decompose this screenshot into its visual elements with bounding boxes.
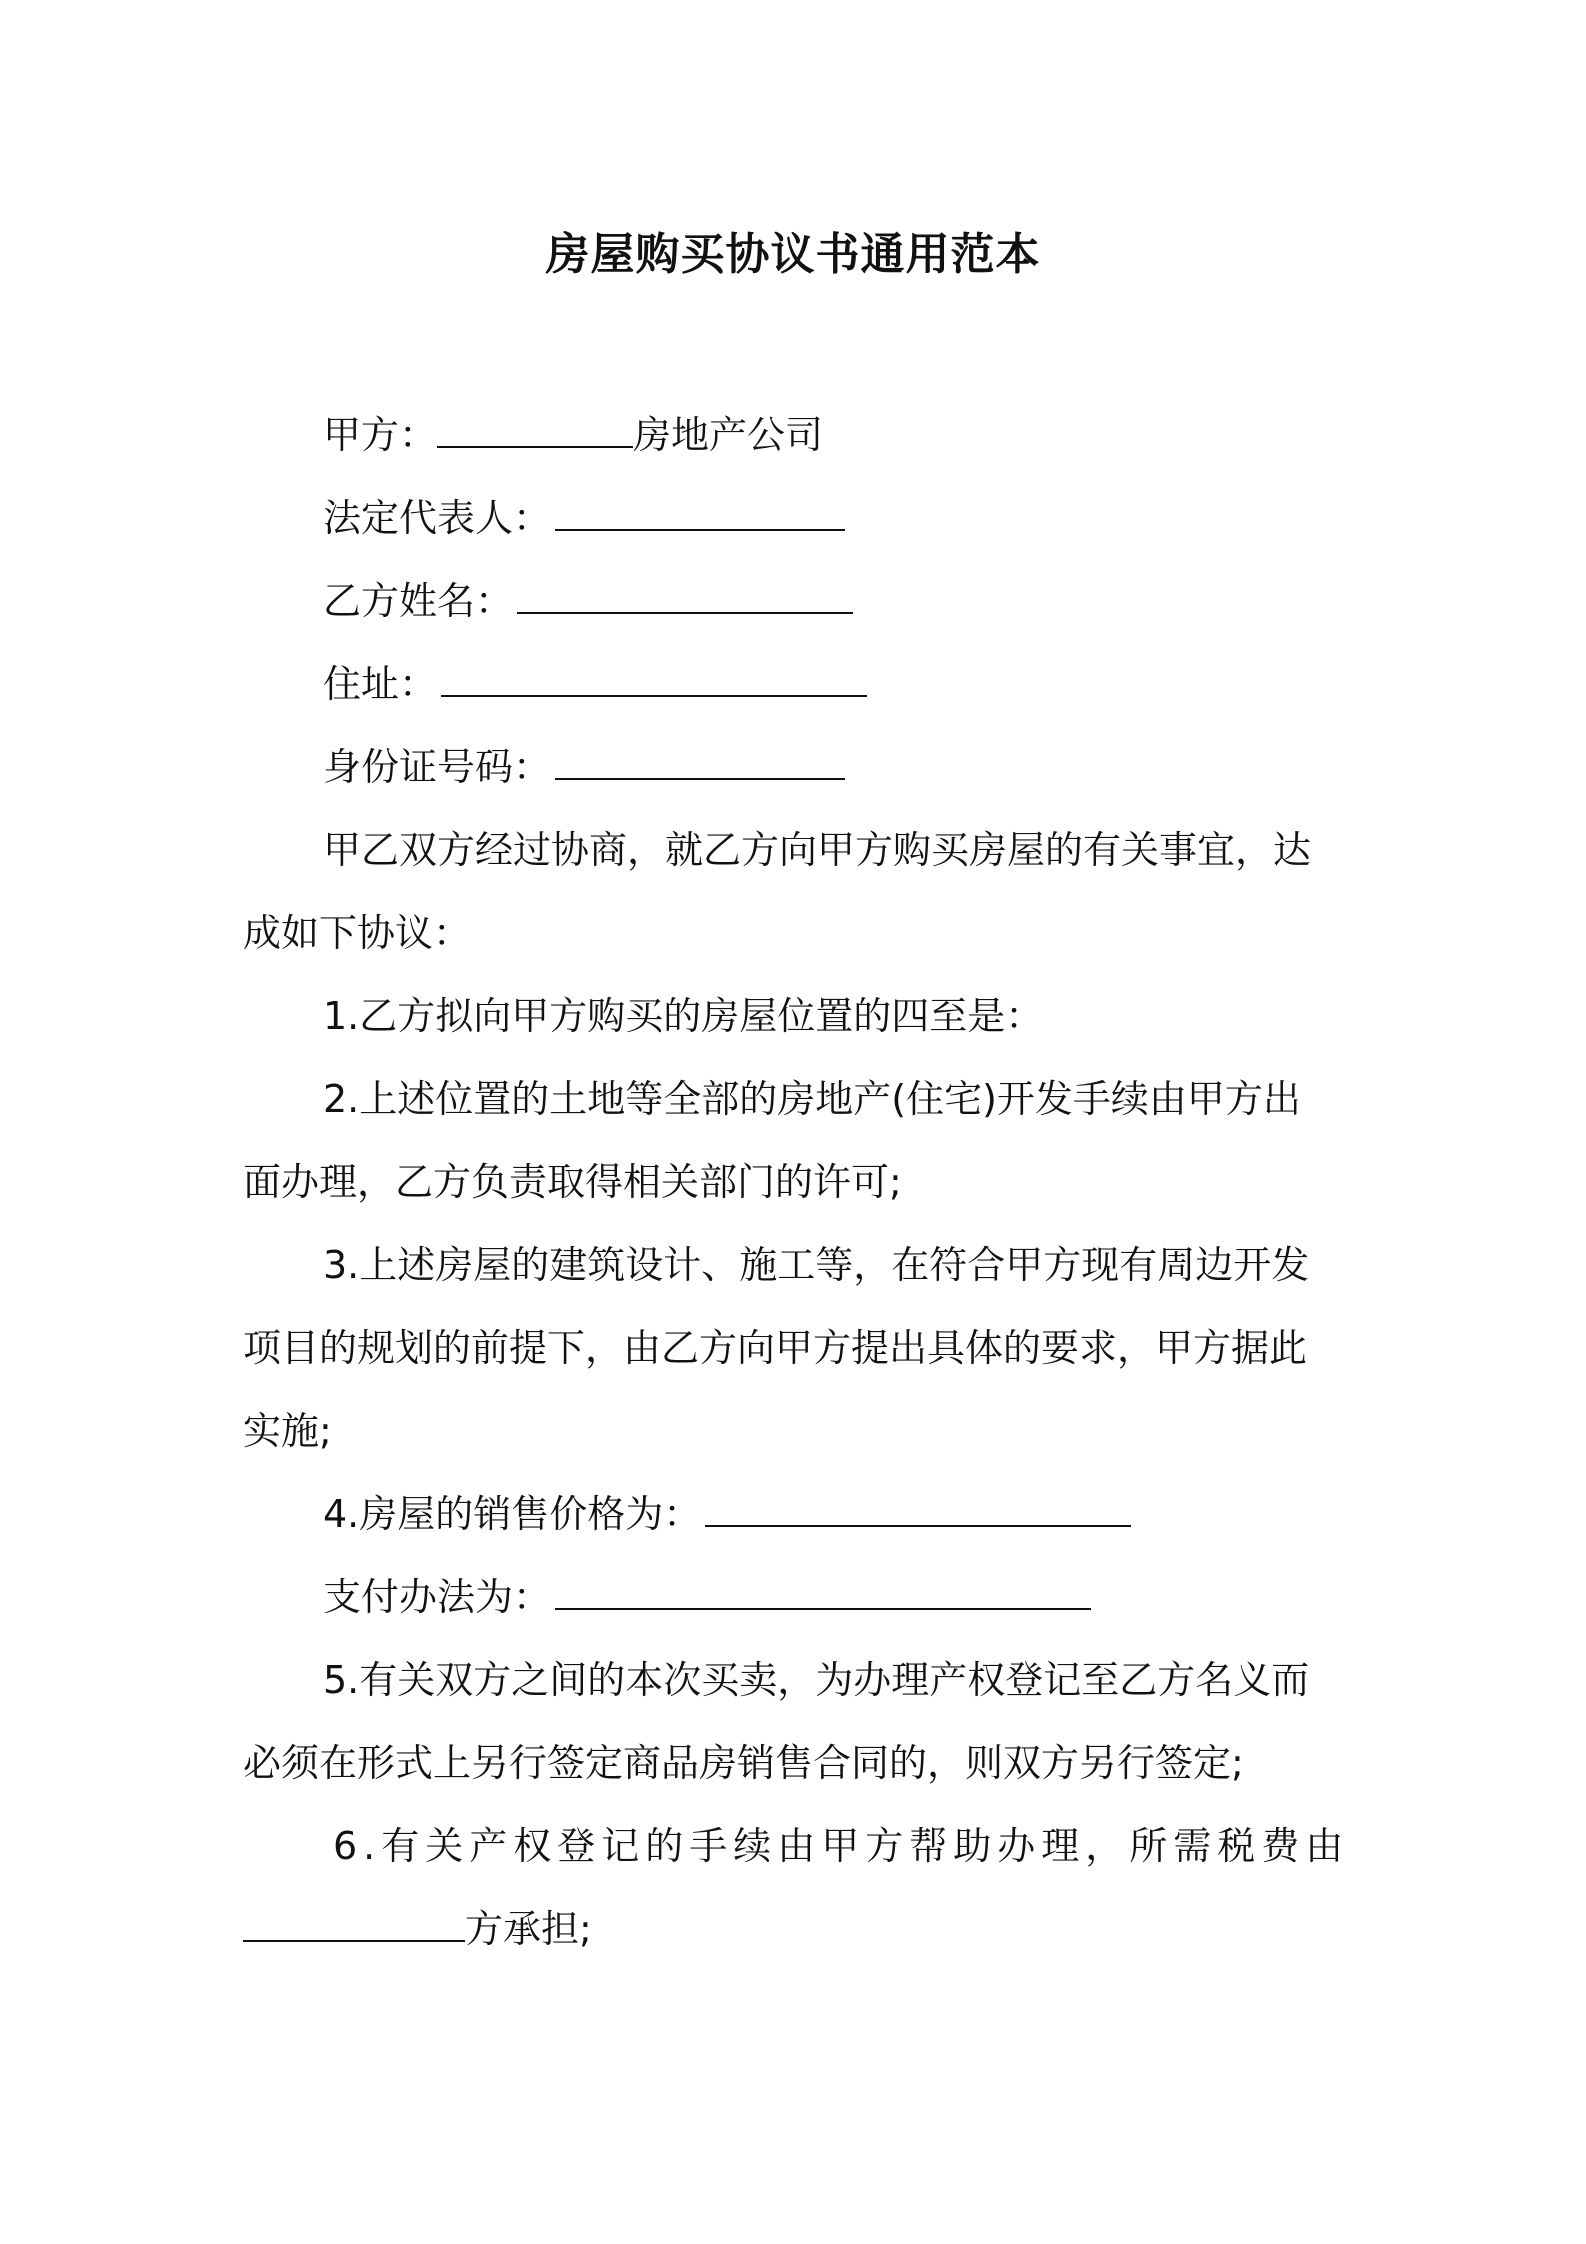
intro-line-1: 甲乙双方经过协商，就乙方向甲方购买房屋的有关事宜，达 bbox=[323, 828, 1312, 872]
clause-6-line-2 bbox=[243, 1904, 592, 1954]
clause-4-line bbox=[323, 1489, 1131, 1539]
payment-blank bbox=[555, 1574, 1091, 1610]
clause-3-line-2: 项目的规划的前提下，由乙方向甲方提出具体的要求，甲方据此 bbox=[243, 1326, 1308, 1370]
id-number-blank bbox=[555, 744, 845, 780]
clause-6-line-1: 6.有关产权登记的手续由甲方帮助办理，所需税费由 bbox=[333, 1824, 1350, 1868]
address-blank bbox=[441, 661, 867, 697]
party-b-name-blank bbox=[517, 578, 853, 614]
legal-rep-blank bbox=[555, 495, 845, 531]
party-b-name-line bbox=[323, 576, 853, 626]
payment-label: 支付办法为： bbox=[323, 1575, 552, 1619]
party-a-blank bbox=[437, 412, 633, 448]
payment-line bbox=[323, 1572, 1091, 1622]
address-line bbox=[323, 659, 867, 709]
tax-party-blank bbox=[243, 1906, 465, 1942]
clause-2-line-1: 2.上述位置的土地等全部的房地产(住宅)开发手续由甲方出 bbox=[323, 1077, 1301, 1121]
clause-5-line-1: 5.有关双方之间的本次买卖，为办理产权登记至乙方名义而 bbox=[323, 1658, 1310, 1702]
clause-3-line-3: 实施; bbox=[243, 1409, 332, 1453]
price-blank bbox=[705, 1491, 1131, 1527]
clause-1: 1.乙方拟向甲方购买的房屋位置的四至是： bbox=[323, 994, 1044, 1038]
legal-rep-line bbox=[323, 493, 845, 543]
clause-6-suffix: 方承担; bbox=[465, 1907, 592, 1951]
clause-4-label: 4.房屋的销售价格为： bbox=[323, 1492, 702, 1536]
party-b-name-label: 乙方姓名： bbox=[323, 579, 514, 623]
clause-3-line-1: 3.上述房屋的建筑设计、施工等，在符合甲方现有周边开发 bbox=[323, 1243, 1310, 1287]
document-title: 房屋购买协议书通用范本 bbox=[545, 229, 1041, 280]
party-a-suffix: 房地产公司 bbox=[633, 413, 824, 457]
party-a-label: 甲方： bbox=[323, 413, 438, 457]
id-number-line bbox=[323, 742, 845, 792]
id-number-label: 身份证号码： bbox=[323, 745, 552, 789]
party-a-line bbox=[323, 410, 823, 460]
legal-rep-label: 法定代表人： bbox=[323, 496, 552, 540]
address-label: 住址： bbox=[323, 662, 438, 706]
clause-2-line-2: 面办理，乙方负责取得相关部门的许可; bbox=[243, 1160, 902, 1204]
intro-line-2: 成如下协议： bbox=[243, 911, 472, 955]
clause-5-line-2: 必须在形式上另行签定商品房销售合同的，则双方另行签定; bbox=[243, 1741, 1244, 1785]
